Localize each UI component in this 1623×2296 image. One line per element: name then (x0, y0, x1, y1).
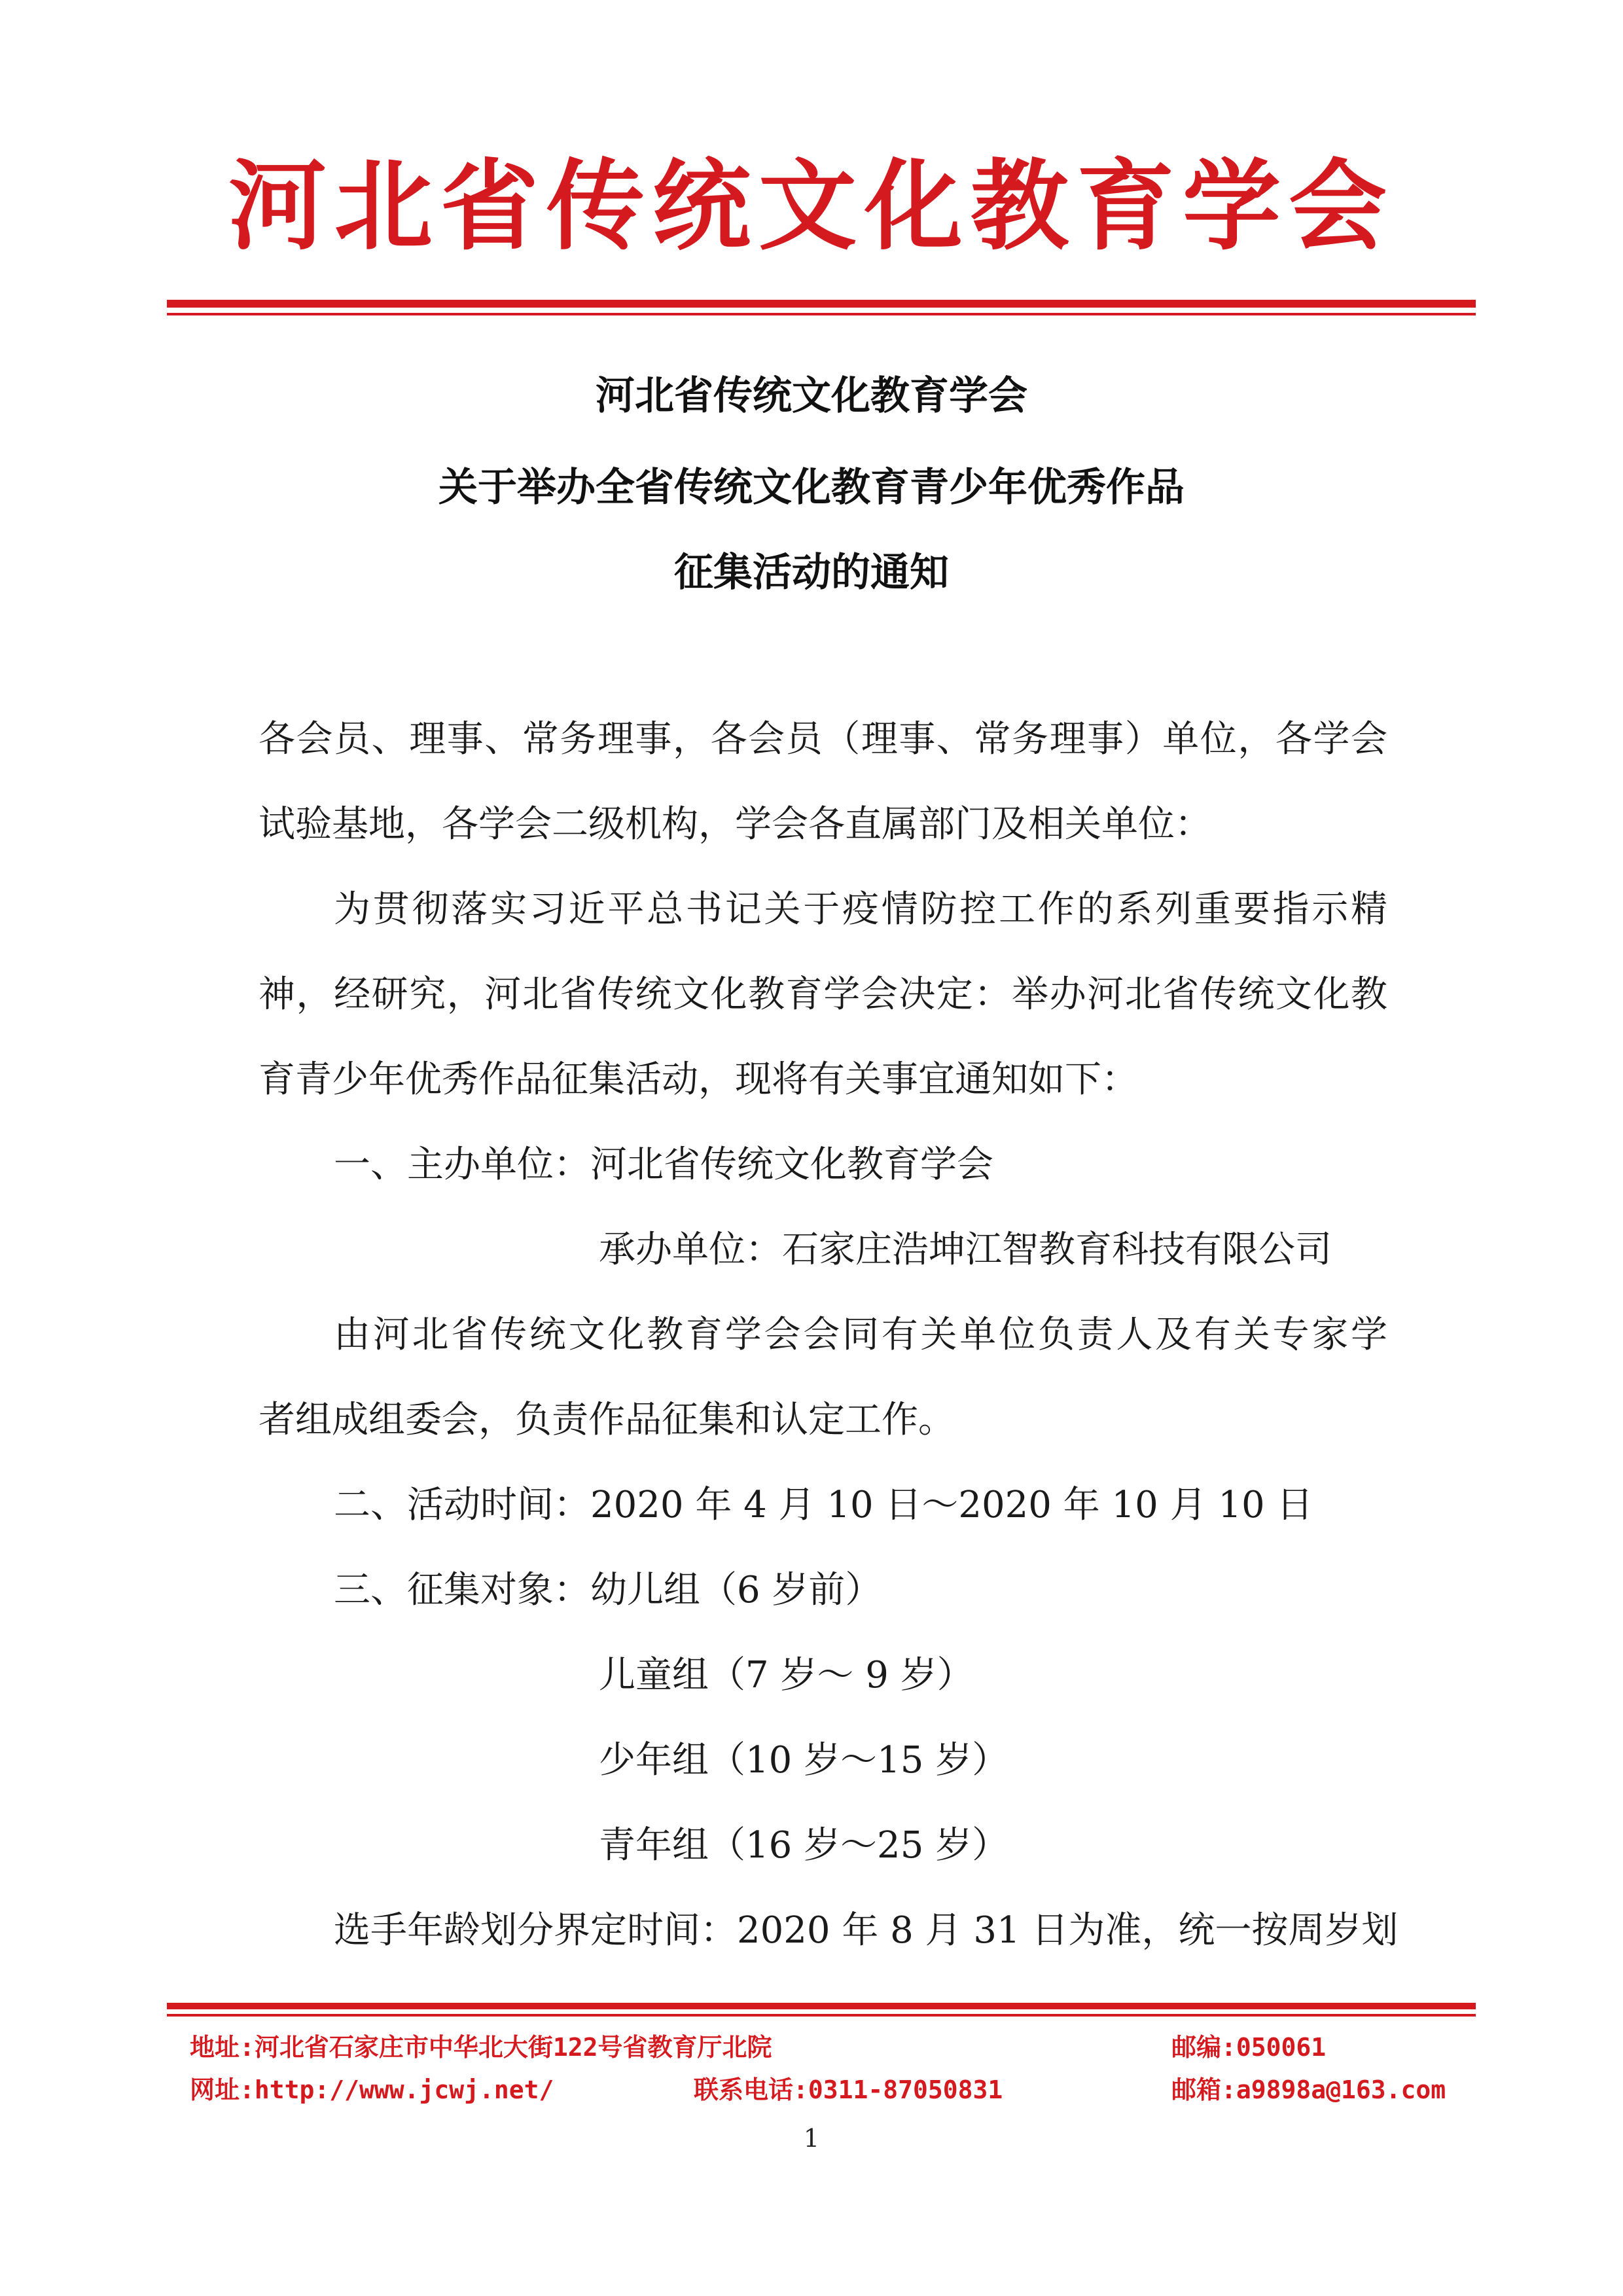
target-line: 三、征集对象：幼儿组（6 岁前） (334, 1569, 882, 1611)
intro-line-2: 神，经研究，河北省传统文化教育学会决定：举办河北省传统文化教 (259, 973, 1387, 1016)
footer-rule-thin (167, 2014, 1476, 2017)
footer-postcode: 邮编:050061 (1171, 2033, 1327, 2062)
footer-phone: 联系电话:0311-87050831 (694, 2075, 1003, 2104)
masthead-rule-thin (167, 313, 1476, 315)
footer-email: 邮箱:a9898a@163.com (1171, 2075, 1446, 2104)
intro-line-1: 为贯彻落实习近平总书记关于疫情防控工作的系列重要指示精 (334, 888, 1387, 931)
committee-line-1: 由河北省传统文化教育学会会同有关单位负责人及有关专家学 (334, 1314, 1387, 1356)
masthead-rule-thick (167, 300, 1476, 308)
footer-website: 网址:http://www.jcwj.net/ (190, 2075, 554, 2104)
group-teen-line: 少年组（10 岁～15 岁） (599, 1739, 1009, 1782)
group-child-line: 儿童组（7 岁～ 9 岁） (599, 1654, 974, 1696)
notice-title-line-1: 河北省传统文化教育学会 (596, 373, 1027, 419)
footer-rule-thick (167, 2003, 1476, 2009)
group-youth-line: 青年组（16 岁～25 岁） (599, 1824, 1009, 1867)
organizer-line: 一、主办单位：河北省传统文化教育学会 (334, 1143, 993, 1186)
notice-title-line-2: 关于举办全省传统文化教育青少年优秀作品 (438, 465, 1185, 511)
recipients-line-1: 各会员、理事、常务理事，各会员（理事、常务理事）单位，各学会 (259, 718, 1387, 761)
recipients-line-2: 试验基地，各学会二级机构，学会各直属部门及相关单位： (259, 803, 1211, 846)
notice-title-line-3: 征集活动的通知 (674, 550, 949, 596)
masthead-title: 河北省传统文化教育学会 (228, 149, 1395, 264)
committee-line-2: 者组成组委会，负责作品征集和认定工作。 (259, 1399, 955, 1441)
footer-address: 地址:河北省石家庄市中华北大街122号省教育厅北院 (190, 2033, 772, 2062)
co-organizer-line: 承办单位：石家庄浩坤江智教育科技有限公司 (599, 1229, 1332, 1271)
age-rule-line: 选手年龄划分界定时间：2020 年 8 月 31 日为准，统一按周岁划 (334, 1909, 1399, 1952)
intro-line-3: 育青少年优秀作品征集活动，现将有关事宜通知如下： (259, 1058, 1138, 1101)
activity-time-line: 二、活动时间：2020 年 4 月 10 日～2020 年 10 月 10 日 (334, 1484, 1313, 1526)
page-number: 1 (803, 2124, 820, 2153)
